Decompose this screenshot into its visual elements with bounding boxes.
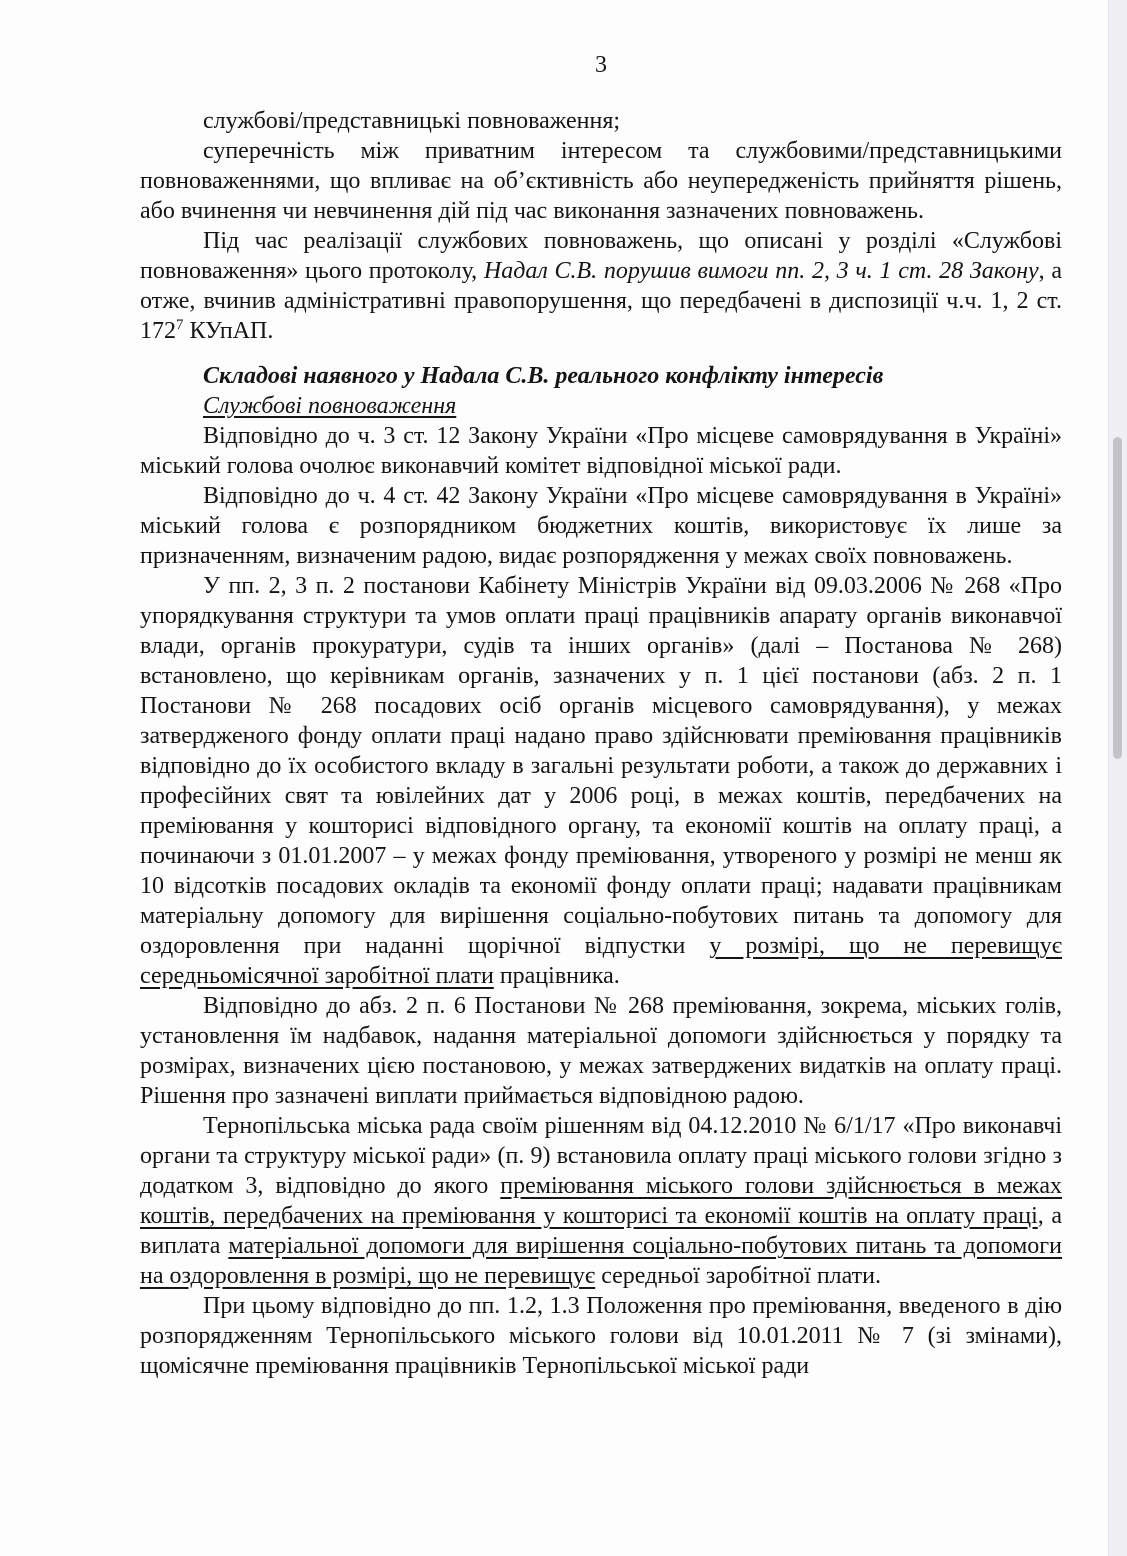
section-heading <box>140 361 1062 391</box>
paragraph-resolution-268 <box>140 571 1062 991</box>
paragraph-bonus-regulation <box>140 1291 1062 1381</box>
text-run: середньої заробітної плати. <box>595 1263 881 1289</box>
superscript-article-index: 7 <box>176 317 184 333</box>
paragraph-city-council-decision <box>140 1111 1062 1291</box>
paragraph-intro-item <box>140 106 1062 136</box>
text-run: Відповідно до ч. 4 ст. 42 Закону України «Про місцеве самоврядування в Україні» міський голова є розпорядником бюджетних коштів, використовує їх лише за призначенням, визначеним радою, видає розпорядження у межах своїх повноважень. <box>140 483 1062 569</box>
text-run-underline: матеріальної допомоги для вирішення соціально-побутових питань та допомоги на оздоровлення в розмірі, що не перевищує <box>140 1233 1062 1289</box>
paragraph-violation <box>140 226 1062 346</box>
text-run: Тернопільська міська рада своїм рішенням від 04.12.2010 № 6/1/17 «Про виконавчі органи та структуру міської ради» (п. 9) встановила оплату праці міського голови згідно з додатком 3, відповідно до якого <box>140 1113 1062 1199</box>
text-run: Під час реалізації службових повноважень, що описані у розділі «Службові повноваження» цього протоколу, <box>140 228 1062 284</box>
paragraph-law-art12 <box>140 421 1062 481</box>
scrollbar-thumb[interactable] <box>1113 437 1122 759</box>
text-run: , а виплата <box>140 1203 1062 1259</box>
text-run: службові/представницькі повноваження; <box>203 108 621 134</box>
heading-text: Складові наявного у Надала С.В. реального конфлікту інтересів <box>203 363 884 389</box>
page-number: 3 <box>595 52 607 78</box>
section-subheading <box>140 391 1062 421</box>
text-run: При цьому відповідно до пп. 1.2, 1.3 Положення про преміювання, введеного в дію розпорядженням Тернопільського міського голови від 10.01.2011 № 7 (зі змінами), щомісячне преміювання працівників Тернопільської міської ради <box>140 1293 1062 1379</box>
text-run: КУпАП. <box>183 318 274 344</box>
text-run: працівника. <box>493 963 620 989</box>
subheading-text: Службові повноваження <box>203 393 457 419</box>
text-run-italic: Надал С.В. порушив вимоги пп. 2, 3 ч. 1 ст. 28 Закону <box>483 258 1039 284</box>
text-run-underline: у розмірі, що не перевищує середньомісячної заробітної плати <box>140 933 1062 989</box>
document-page <box>140 50 1062 1381</box>
scrollbar-track[interactable] <box>1108 0 1127 1556</box>
text-run: Відповідно до абз. 2 п. 6 Постанови № 268 преміювання, зокрема, міських голів, установлення їм надбавок, надання матеріальної допомоги здійснюється у порядку та розмірах, визначених цією постановою, у межах затверджених видатків на оплату праці. Рішення про зазначені виплати приймається відповідною радою. <box>140 993 1062 1109</box>
paragraph-conflict-definition <box>140 136 1062 226</box>
text-run: Відповідно до ч. 3 ст. 12 Закону України «Про місцеве самоврядування в Україні» міський голова очолює виконавчий комітет відповідної міської ради. <box>140 423 1062 479</box>
text-run: суперечність між приватним інтересом та службовими/представницькими повноваженнями, що впливає на об’єктивність або неупередженість прийняття рішень, або вчинення чи невчинення дій під час виконання зазначених повноважень. <box>140 138 1062 224</box>
text-run: У пп. 2, 3 п. 2 постанови Кабінету Міністрів України від 09.03.2006 № 268 «Про упорядкування структури та умов оплати праці працівників апарату органів виконавчої влади, органів прокуратури, судів та інших органів» (далі – Постанова № 268) встановлено, що керівникам органів, зазначених у п. 1 цієї постанови (абз. 2 п. 1 Постанови № 268 посадових осіб органів місцевого самоврядування), у межах затвердженого фонду оплати праці надано право здійснювати преміювання працівників відповідно до їх особистого вкладу в загальні результати роботи, а також до державних і професійних свят та ювілейних дат у 2006 році, в межах коштів, передбачених на преміювання у кошторисі відповідного органу, та економії коштів на оплату праці, а починаючи з 01.01.2007 – у межах фонду преміювання, утвореного у розмірі не менш як 10 відсотків посадових окладів та економії фонду оплати праці; надавати працівникам матеріальну допомогу для вирішення соціально-побутових питань та допомогу для оздоровлення при наданні щорічної відпустки <box>140 573 1062 959</box>
paragraph-law-art42 <box>140 481 1062 571</box>
text-run-underline: преміювання міського голови здійснюється в межах коштів, передбачених на преміювання у кошторисі та економії коштів на оплату праці <box>140 1173 1062 1229</box>
text-run: , а отже, вчинив адміністративні правопорушення, що передбачені в диспозиції ч.ч. 1, 2 ст. 172 <box>140 258 1063 344</box>
paragraph-resolution-268-p6 <box>140 991 1062 1111</box>
